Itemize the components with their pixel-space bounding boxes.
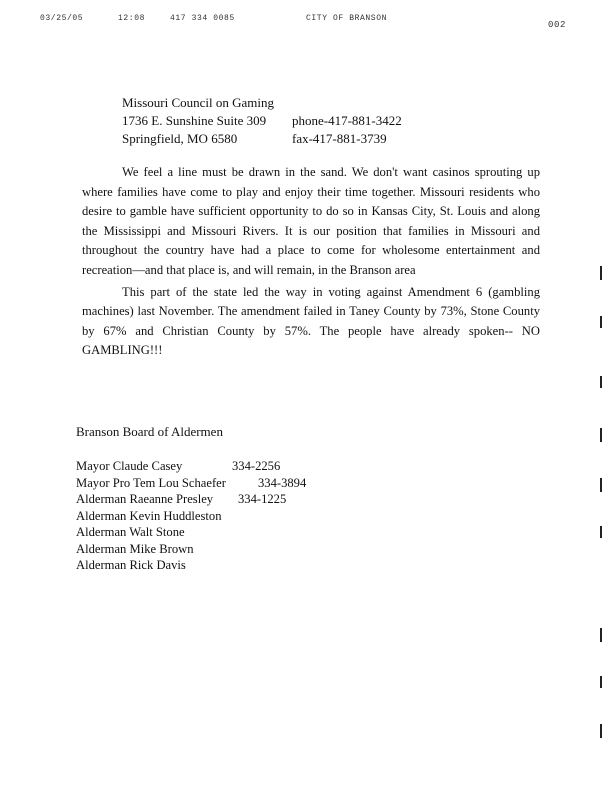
address-street-line — [122, 112, 402, 130]
fax-page-number: 002 — [548, 20, 567, 30]
fax-phone: 417 334 0085 — [170, 14, 235, 23]
member-row — [76, 508, 396, 525]
phone-number: phone-417-881-3422 — [292, 113, 402, 128]
member-row — [76, 557, 396, 574]
member-name: Alderman Kevin Huddleston — [76, 508, 222, 523]
scan-artifact — [600, 266, 602, 280]
board-title: Branson Board of Aldermen — [76, 424, 223, 439]
scan-artifact — [600, 428, 602, 442]
member-phone: 334-1225 — [238, 492, 287, 506]
scan-artifact — [600, 478, 602, 492]
member-list — [76, 458, 396, 574]
member-phone: 334-3894 — [258, 475, 307, 490]
scan-artifact — [600, 316, 602, 328]
fax-time: 12:08 — [118, 14, 146, 23]
street-address: 1736 E. Sunshine Suite 309 — [122, 113, 267, 128]
org-name: Missouri Council on Gaming — [122, 95, 275, 110]
scan-artifact — [600, 376, 602, 388]
letter-body — [82, 163, 540, 361]
member-name: Alderman Mike Brown — [76, 541, 194, 556]
member-row — [76, 491, 396, 508]
member-name: Alderman Walt Stone — [76, 525, 185, 539]
fax-number: fax-417-881-3739 — [292, 131, 387, 146]
member-row — [76, 458, 396, 475]
fax-sender: CITY OF BRANSON — [306, 14, 388, 23]
paragraph-1: We feel a line must be drawn in the sand. We don't want casinos sprouting up where families have come to play and enjoy their time together. Missouri residents who desire to gamble have sufficient opportunity to do so in Kansas City, St. Louis and along the Mississippi and Missouri Rivers. It is our position that families in Missouri and throughout the country have had a place to come for wholesome entertainment and recreation—and that place is, and will remain, in the Branson area — [82, 165, 540, 277]
member-row — [76, 524, 396, 541]
scan-artifact — [600, 628, 602, 642]
address-org-line — [122, 94, 274, 112]
city-state-zip: Springfield, MO 6580 — [122, 131, 238, 146]
scan-artifact — [600, 724, 602, 738]
member-name: Mayor Pro Tem Lou Schaefer — [76, 475, 226, 490]
member-name: Alderman Rick Davis — [76, 558, 186, 572]
member-name: Mayor Claude Casey — [76, 459, 183, 473]
fax-header — [0, 14, 612, 28]
member-row — [76, 475, 396, 492]
scan-artifact — [600, 676, 602, 688]
member-name: Alderman Raeanne Presley — [76, 492, 214, 506]
scan-artifact — [600, 526, 602, 538]
fax-date: 03/25/05 — [40, 14, 84, 23]
address-city-line — [122, 130, 387, 148]
address-block — [122, 94, 402, 148]
paragraph-2: This part of the state led the way in voting against Amendment 6 (gambling machines) last November. The amendment failed in Taney County by 73%, Stone County by 67% and Christian County by 57%. The people have already spoken-- NO GAMBLING!!! — [82, 284, 540, 358]
member-phone: 334-2256 — [232, 459, 281, 473]
member-row — [76, 541, 396, 558]
